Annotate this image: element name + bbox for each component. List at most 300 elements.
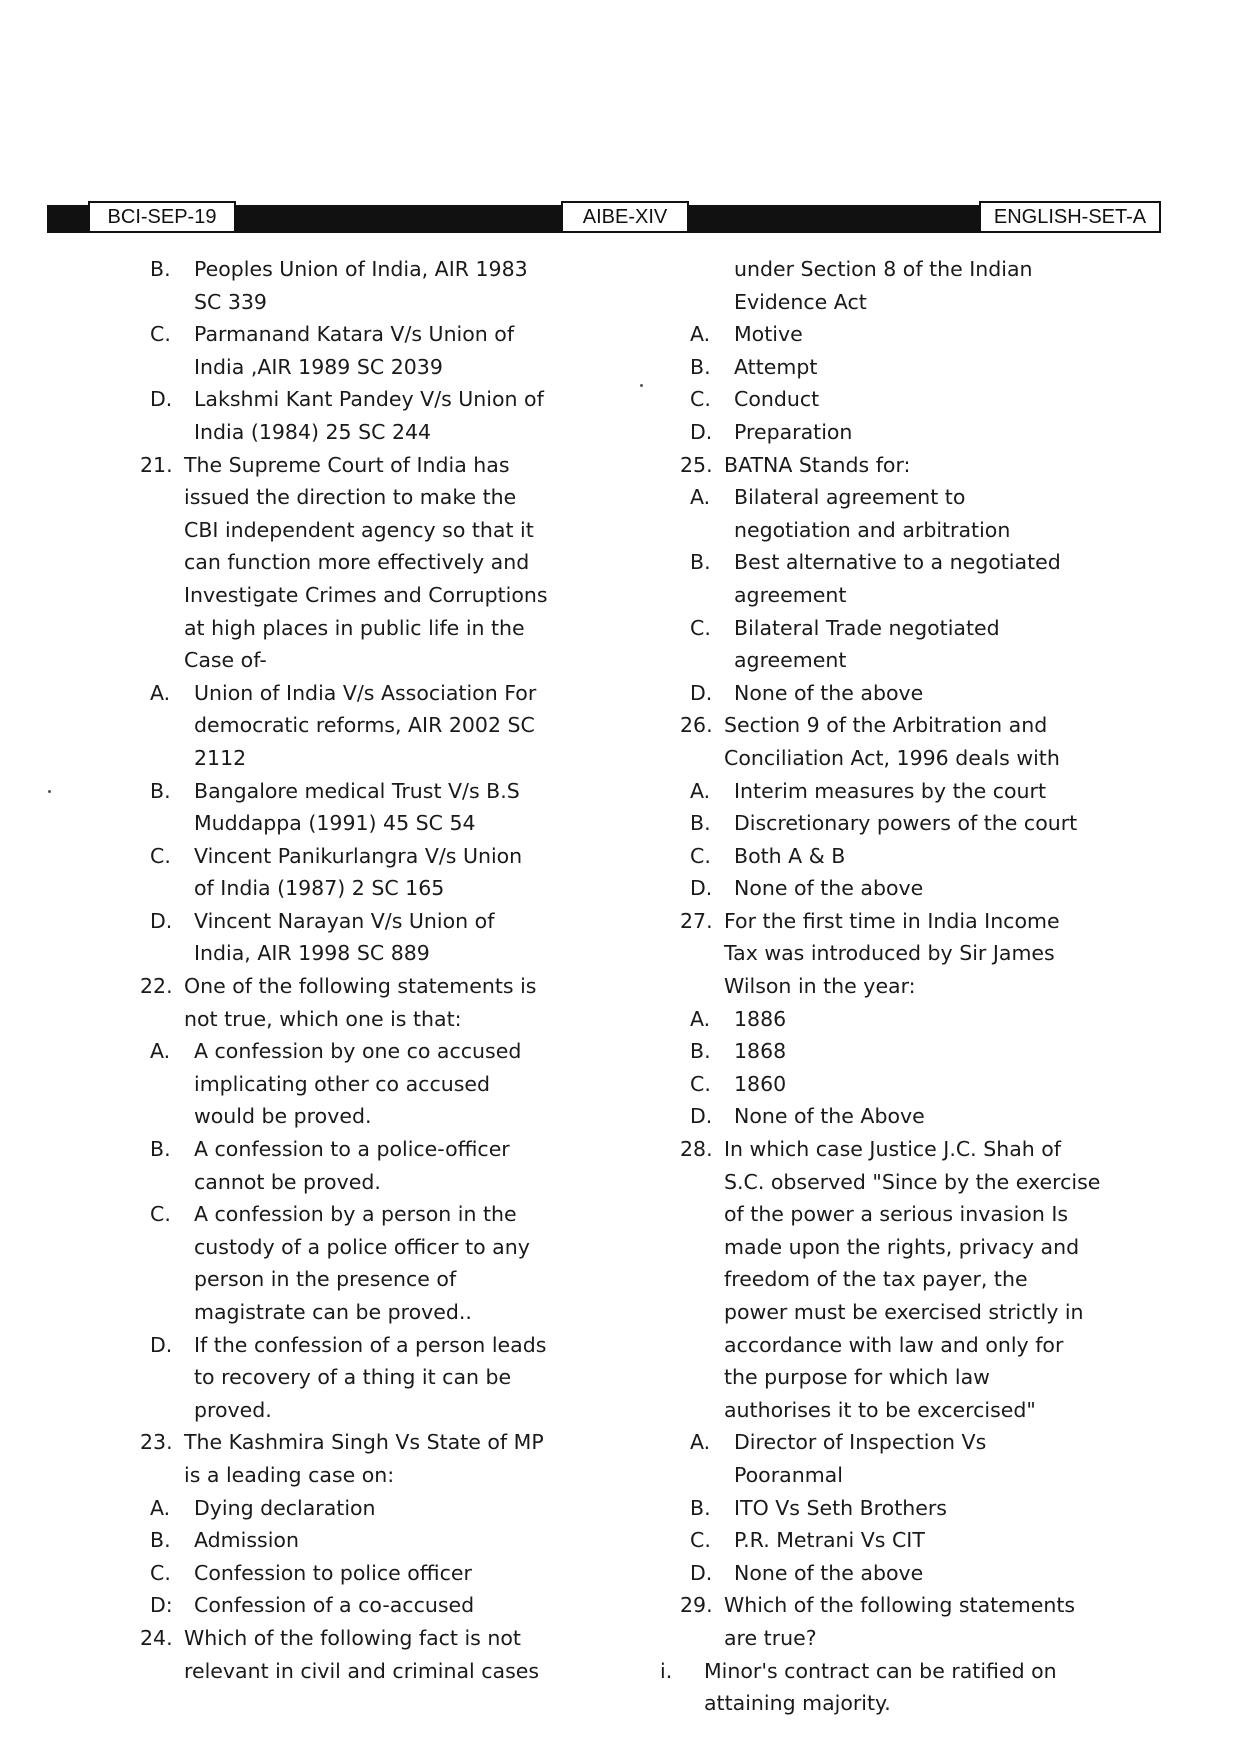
option-item bbox=[690, 775, 1160, 808]
line-text: negotiation and arbitration bbox=[734, 517, 1011, 542]
line-text: to recovery of a thing it can be bbox=[194, 1365, 512, 1390]
indent-spacer bbox=[150, 709, 194, 742]
indent-spacer bbox=[150, 1231, 194, 1264]
option-marker: C. bbox=[690, 387, 711, 412]
right-column bbox=[660, 253, 1160, 1720]
line-text: Bangalore medical Trust V/s B.S bbox=[194, 778, 520, 803]
indent-spacer bbox=[140, 514, 184, 547]
line-text: of the power a serious invasion Is bbox=[724, 1202, 1069, 1227]
line-text: Which of the following statements bbox=[724, 1593, 1076, 1618]
option-marker: A. bbox=[150, 1039, 171, 1064]
option-item bbox=[690, 546, 1160, 611]
line-text: Union of India V/s Association For bbox=[194, 680, 537, 705]
text-line bbox=[680, 1622, 1160, 1655]
option-marker: B. bbox=[150, 778, 171, 803]
option-marker: D. bbox=[690, 419, 713, 444]
option-marker: D. bbox=[150, 1332, 173, 1357]
option-marker: C. bbox=[150, 1560, 171, 1585]
option-marker: C. bbox=[150, 843, 171, 868]
line-text: ITO Vs Seth Brothers bbox=[734, 1495, 947, 1520]
indent-spacer bbox=[150, 807, 194, 840]
line-text: Case of- bbox=[184, 648, 267, 673]
question-item bbox=[140, 1426, 620, 1491]
indent-spacer bbox=[140, 644, 184, 677]
indent-spacer bbox=[150, 1361, 194, 1394]
text-line bbox=[690, 1003, 1160, 1036]
line-text: Confession of a co-accused bbox=[194, 1593, 475, 1618]
line-text: None of the Above bbox=[734, 1104, 925, 1129]
option-item bbox=[690, 1035, 1160, 1068]
option-item bbox=[690, 481, 1160, 546]
text-line bbox=[140, 970, 620, 1003]
text-line bbox=[680, 1296, 1160, 1329]
line-text: issued the direction to make the bbox=[184, 485, 517, 510]
indent-spacer bbox=[680, 1166, 724, 1199]
line-text: S.C. observed "Since by the exercise bbox=[724, 1169, 1101, 1194]
text-line bbox=[150, 905, 620, 938]
left-column bbox=[140, 253, 620, 1687]
text-line bbox=[140, 481, 620, 514]
option-marker: B. bbox=[690, 1039, 711, 1064]
option-marker: B. bbox=[690, 550, 711, 575]
text-line bbox=[150, 709, 620, 742]
line-text: Wilson in the year: bbox=[724, 974, 916, 999]
line-text: Motive bbox=[734, 322, 803, 347]
line-text: BATNA Stands for: bbox=[724, 452, 911, 477]
indent-spacer bbox=[660, 1687, 704, 1720]
text-line bbox=[150, 1100, 620, 1133]
text-line bbox=[680, 970, 1160, 1003]
line-text: One of the following statements is bbox=[184, 974, 537, 999]
line-text: Bilateral Trade negotiated bbox=[734, 615, 1000, 640]
option-marker: C. bbox=[690, 1528, 711, 1553]
question-number: 25. bbox=[680, 452, 713, 477]
line-text: P.R. Metrani Vs CIT bbox=[734, 1528, 925, 1553]
line-text: Peoples Union of India, AIR 1983 bbox=[194, 257, 528, 281]
line-text: agreement bbox=[734, 582, 847, 607]
text-line bbox=[660, 1687, 1160, 1720]
text-line bbox=[150, 1231, 620, 1264]
indent-spacer bbox=[680, 1361, 724, 1394]
indent-spacer bbox=[150, 1263, 194, 1296]
text-line bbox=[140, 1459, 620, 1492]
indent-spacer bbox=[680, 970, 724, 1003]
line-text: can function more effectively and bbox=[184, 550, 530, 575]
line-text: Confession to police officer bbox=[194, 1560, 472, 1585]
text-line bbox=[690, 644, 1160, 677]
text-line bbox=[690, 840, 1160, 873]
option-item bbox=[690, 318, 1160, 351]
line-text: attaining majority. bbox=[704, 1691, 891, 1716]
indent-spacer bbox=[680, 1329, 724, 1362]
text-line bbox=[150, 1361, 620, 1394]
text-line bbox=[690, 872, 1160, 905]
option-marker: D. bbox=[690, 1104, 713, 1129]
question-item bbox=[690, 253, 1160, 318]
question-number: 26. bbox=[680, 713, 713, 738]
line-text: agreement bbox=[734, 648, 847, 673]
text-line bbox=[140, 514, 620, 547]
option-marker: C. bbox=[690, 1071, 711, 1096]
text-line bbox=[150, 1524, 620, 1557]
line-text: cannot be proved. bbox=[194, 1169, 381, 1194]
text-line bbox=[150, 775, 620, 808]
option-item bbox=[150, 905, 620, 970]
line-text: 1868 bbox=[734, 1039, 787, 1064]
option-item bbox=[150, 253, 620, 318]
text-line bbox=[140, 579, 620, 612]
text-line bbox=[140, 612, 620, 645]
indent-spacer bbox=[140, 546, 184, 579]
line-text: Muddappa (1991) 45 SC 54 bbox=[194, 811, 476, 836]
option-item bbox=[690, 1492, 1160, 1525]
line-text: Section 9 of the Arbitration and bbox=[724, 713, 1048, 738]
line-text: 1860 bbox=[734, 1071, 787, 1096]
option-item bbox=[150, 677, 620, 775]
indent-spacer bbox=[150, 286, 194, 319]
indent-spacer bbox=[140, 612, 184, 645]
indent-spacer bbox=[150, 416, 194, 449]
line-text: would be proved. bbox=[194, 1104, 372, 1129]
option-marker: D. bbox=[150, 908, 173, 933]
text-line bbox=[150, 872, 620, 905]
question-number bbox=[690, 253, 734, 286]
line-text: at high places in public life in the bbox=[184, 615, 525, 640]
indent-spacer bbox=[150, 351, 194, 384]
indent-spacer bbox=[150, 742, 194, 775]
text-line bbox=[690, 481, 1160, 514]
line-text: If the confession of a person leads bbox=[194, 1332, 547, 1357]
text-line bbox=[690, 351, 1160, 384]
option-item bbox=[690, 351, 1160, 384]
indent-spacer bbox=[680, 1263, 724, 1296]
question-item bbox=[680, 905, 1160, 1003]
option-item bbox=[150, 1035, 620, 1133]
line-text: implicating other co accused bbox=[194, 1071, 491, 1096]
line-text: freedom of the tax payer, the bbox=[724, 1267, 1028, 1292]
indent-spacer bbox=[150, 1100, 194, 1133]
text-line bbox=[690, 1459, 1160, 1492]
text-line bbox=[690, 286, 1160, 319]
text-line bbox=[690, 416, 1160, 449]
option-marker: A. bbox=[690, 1430, 711, 1455]
option-marker: B. bbox=[690, 811, 711, 836]
line-text: accordance with law and only for bbox=[724, 1332, 1064, 1357]
line-text: Vincent Panikurlangra V/s Union bbox=[194, 843, 523, 868]
option-item bbox=[150, 775, 620, 840]
indent-spacer bbox=[140, 1459, 184, 1492]
text-line bbox=[690, 1557, 1160, 1590]
text-line bbox=[680, 742, 1160, 775]
text-line bbox=[690, 775, 1160, 808]
line-text: India (1984) 25 SC 244 bbox=[194, 419, 432, 444]
option-marker: D: bbox=[150, 1593, 173, 1618]
indent-spacer bbox=[680, 1231, 724, 1264]
line-text: In which case Justice J.C. Shah of bbox=[724, 1137, 1062, 1162]
text-line bbox=[150, 1263, 620, 1296]
text-line bbox=[690, 514, 1160, 547]
question-number: 27. bbox=[680, 908, 713, 933]
option-marker: C. bbox=[150, 1202, 171, 1227]
option-item bbox=[150, 1589, 620, 1622]
option-item bbox=[150, 1133, 620, 1198]
option-item bbox=[690, 1100, 1160, 1133]
line-text: person in the presence of bbox=[194, 1267, 457, 1292]
text-line bbox=[690, 318, 1160, 351]
indent-spacer bbox=[690, 514, 734, 547]
line-text: Evidence Act bbox=[734, 289, 867, 314]
option-item bbox=[690, 840, 1160, 873]
option-item bbox=[690, 872, 1160, 905]
option-item bbox=[150, 1557, 620, 1590]
text-line bbox=[690, 807, 1160, 840]
option-item bbox=[690, 807, 1160, 840]
line-text: Preparation bbox=[734, 419, 853, 444]
text-line bbox=[690, 1035, 1160, 1068]
text-line bbox=[150, 677, 620, 710]
indent-spacer bbox=[140, 481, 184, 514]
line-text: The Kashmira Singh Vs State of MP bbox=[184, 1430, 544, 1455]
text-line bbox=[150, 416, 620, 449]
text-line bbox=[680, 1133, 1160, 1166]
option-marker: D. bbox=[690, 876, 713, 901]
line-text: Attempt bbox=[734, 354, 818, 379]
text-line bbox=[680, 1263, 1160, 1296]
option-marker: C. bbox=[690, 843, 711, 868]
scan-speck bbox=[48, 790, 51, 793]
text-line bbox=[150, 1296, 620, 1329]
text-line bbox=[680, 1589, 1160, 1622]
line-text: Pooranmal bbox=[734, 1462, 843, 1487]
indent-spacer bbox=[680, 1296, 724, 1329]
line-text: For the first time in India Income bbox=[724, 908, 1060, 933]
text-line bbox=[660, 1655, 1160, 1688]
option-marker: A. bbox=[150, 680, 171, 705]
question-item bbox=[140, 970, 620, 1035]
text-line bbox=[150, 286, 620, 319]
option-marker: B. bbox=[150, 1528, 171, 1553]
line-text: Director of Inspection Vs bbox=[734, 1430, 987, 1455]
line-text: Conciliation Act, 1996 deals with bbox=[724, 745, 1060, 770]
option-item bbox=[690, 1557, 1160, 1590]
line-text: A confession to a police-officer bbox=[194, 1137, 510, 1162]
line-text: None of the above bbox=[734, 876, 924, 901]
line-text: the purpose for which law bbox=[724, 1365, 990, 1390]
question-number: 21. bbox=[140, 452, 173, 477]
scan-speck bbox=[640, 384, 643, 387]
line-text: under Section 8 of the Indian bbox=[734, 257, 1033, 281]
option-marker: B. bbox=[690, 1495, 711, 1520]
indent-spacer bbox=[140, 579, 184, 612]
text-line bbox=[150, 1035, 620, 1068]
text-line bbox=[150, 1068, 620, 1101]
text-line bbox=[680, 1198, 1160, 1231]
indent-spacer bbox=[150, 1068, 194, 1101]
text-line bbox=[150, 1557, 620, 1590]
question-item bbox=[140, 1622, 620, 1687]
option-item bbox=[690, 1068, 1160, 1101]
option-item bbox=[150, 1524, 620, 1557]
question-item bbox=[680, 709, 1160, 774]
text-line bbox=[690, 579, 1160, 612]
indent-spacer bbox=[690, 286, 734, 319]
option-item bbox=[690, 612, 1160, 677]
text-line bbox=[150, 383, 620, 416]
option-item bbox=[690, 1003, 1160, 1036]
question-number: 23. bbox=[140, 1430, 173, 1455]
header-set-label: ENGLISH-SET-A bbox=[979, 201, 1161, 233]
text-line bbox=[150, 1492, 620, 1525]
line-text: CBI independent agency so that it bbox=[184, 517, 534, 542]
text-line bbox=[690, 1068, 1160, 1101]
option-item bbox=[150, 840, 620, 905]
text-line bbox=[680, 937, 1160, 970]
option-marker: A. bbox=[690, 1006, 711, 1031]
text-line bbox=[150, 1198, 620, 1231]
line-text: Best alternative to a negotiated bbox=[734, 550, 1061, 575]
line-text: India, AIR 1998 SC 889 bbox=[194, 941, 430, 966]
option-item bbox=[690, 383, 1160, 416]
text-line bbox=[690, 677, 1160, 710]
line-text: None of the above bbox=[734, 1560, 924, 1585]
line-text: Minor's contract can be ratified on bbox=[704, 1658, 1057, 1683]
option-item bbox=[690, 1426, 1160, 1491]
question-number: 28. bbox=[680, 1137, 713, 1162]
option-item bbox=[150, 1492, 620, 1525]
question-item bbox=[680, 1589, 1160, 1654]
option-marker: B. bbox=[150, 257, 171, 281]
line-text: A confession by a person in the bbox=[194, 1202, 517, 1227]
text-line bbox=[150, 253, 620, 286]
text-line bbox=[690, 1100, 1160, 1133]
indent-spacer bbox=[680, 1622, 724, 1655]
text-line bbox=[690, 546, 1160, 579]
indent-spacer bbox=[150, 937, 194, 970]
indent-spacer bbox=[680, 1198, 724, 1231]
line-text: Dying declaration bbox=[194, 1495, 376, 1520]
question-item bbox=[680, 449, 1160, 482]
text-line bbox=[150, 840, 620, 873]
question-item bbox=[140, 449, 620, 677]
question-number: 24. bbox=[140, 1625, 173, 1650]
line-text: Parmanand Katara V/s Union of bbox=[194, 322, 515, 347]
option-marker: C. bbox=[150, 322, 171, 347]
option-item bbox=[150, 1329, 620, 1427]
option-item bbox=[690, 677, 1160, 710]
text-line bbox=[680, 1361, 1160, 1394]
header-exam-title: AIBE-XIV bbox=[561, 201, 689, 233]
text-line bbox=[140, 1655, 620, 1688]
indent-spacer bbox=[690, 644, 734, 677]
line-text: 1886 bbox=[734, 1006, 787, 1031]
text-line bbox=[690, 383, 1160, 416]
text-line bbox=[680, 1231, 1160, 1264]
question-number: 22. bbox=[140, 974, 173, 999]
option-item bbox=[690, 1524, 1160, 1557]
text-line bbox=[680, 1166, 1160, 1199]
option-marker: C. bbox=[690, 615, 711, 640]
text-line bbox=[150, 1394, 620, 1427]
line-text: not true, which one is that: bbox=[184, 1006, 462, 1031]
line-text: Admission bbox=[194, 1528, 299, 1553]
text-line bbox=[140, 546, 620, 579]
line-text: Interim measures by the court bbox=[734, 778, 1046, 803]
indent-spacer bbox=[680, 742, 724, 775]
option-marker: D. bbox=[690, 1560, 713, 1585]
text-line bbox=[680, 709, 1160, 742]
option-item bbox=[150, 1198, 620, 1328]
option-item bbox=[150, 318, 620, 383]
line-text: Bilateral agreement to bbox=[734, 485, 966, 510]
line-text: Both A & B bbox=[734, 843, 846, 868]
text-line bbox=[150, 351, 620, 384]
line-text: relevant in civil and criminal cases bbox=[184, 1658, 540, 1683]
indent-spacer bbox=[140, 1003, 184, 1036]
option-item bbox=[660, 1655, 1160, 1720]
line-text: Which of the following fact is not bbox=[184, 1625, 521, 1650]
line-text: democratic reforms, AIR 2002 SC bbox=[194, 713, 535, 738]
text-line bbox=[690, 1426, 1160, 1459]
line-text: Investigate Crimes and Corruptions bbox=[184, 582, 548, 607]
indent-spacer bbox=[690, 579, 734, 612]
header-code: BCI-SEP-19 bbox=[88, 201, 236, 233]
line-text: SC 339 bbox=[194, 289, 267, 314]
text-line bbox=[680, 1394, 1160, 1427]
option-marker: A. bbox=[150, 1495, 171, 1520]
line-text: authorises it to be excercised" bbox=[724, 1397, 1036, 1422]
line-text: magistrate can be proved.. bbox=[194, 1300, 472, 1324]
text-line bbox=[150, 318, 620, 351]
option-marker: B. bbox=[690, 354, 711, 379]
line-text: custody of a police officer to any bbox=[194, 1234, 530, 1259]
line-text: A confession by one co accused bbox=[194, 1039, 522, 1064]
text-line bbox=[140, 1426, 620, 1459]
text-line bbox=[690, 253, 1160, 286]
text-line bbox=[150, 1166, 620, 1199]
option-marker: D. bbox=[150, 387, 173, 412]
line-text: power must be exercised strictly in bbox=[724, 1300, 1084, 1324]
line-text: are true? bbox=[724, 1625, 817, 1650]
text-line bbox=[150, 742, 620, 775]
option-marker: A. bbox=[690, 778, 711, 803]
indent-spacer bbox=[690, 1459, 734, 1492]
text-line bbox=[690, 1524, 1160, 1557]
text-line bbox=[140, 1622, 620, 1655]
indent-spacer bbox=[150, 872, 194, 905]
option-marker: B. bbox=[150, 1137, 171, 1162]
text-line bbox=[150, 937, 620, 970]
text-line bbox=[150, 1589, 620, 1622]
line-text: Lakshmi Kant Pandey V/s Union of bbox=[194, 387, 544, 412]
option-item bbox=[690, 416, 1160, 449]
text-line bbox=[150, 1329, 620, 1362]
line-text: Discretionary powers of the court bbox=[734, 811, 1078, 836]
indent-spacer bbox=[150, 1394, 194, 1427]
line-text: 2112 bbox=[194, 745, 247, 770]
indent-spacer bbox=[150, 1296, 194, 1329]
option-item bbox=[150, 383, 620, 448]
question-number: 29. bbox=[680, 1593, 713, 1618]
text-line bbox=[140, 449, 620, 482]
indent-spacer bbox=[680, 1394, 724, 1427]
indent-spacer bbox=[680, 937, 724, 970]
text-line bbox=[140, 1003, 620, 1036]
line-text: None of the above bbox=[734, 680, 924, 705]
question-item bbox=[680, 1133, 1160, 1426]
text-line bbox=[680, 905, 1160, 938]
text-line bbox=[680, 1329, 1160, 1362]
line-text: proved. bbox=[194, 1397, 272, 1422]
